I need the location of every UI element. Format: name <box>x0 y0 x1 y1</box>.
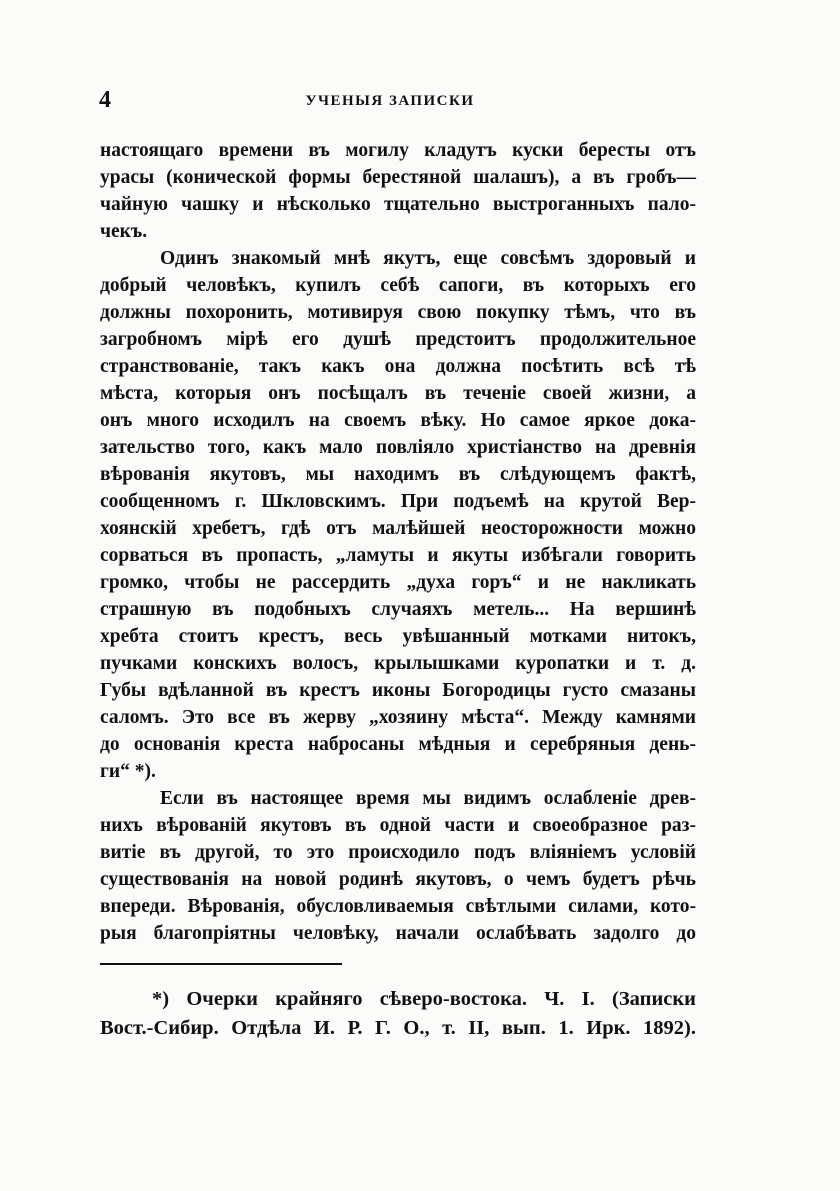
text-line: онъ много исходилъ на своемъ вѣку. Но самое яркое дока- <box>100 410 696 431</box>
text-line: добрый человѣкъ, купилъ себѣ сапоги, въ которыхъ его <box>100 275 696 296</box>
footnote-line: Вост.-Сибир. Отдѣла И. Р. Г. О., т. II, вып. 1. Ирк. 1892). <box>100 1017 696 1039</box>
text-line: ги“ *). <box>100 761 156 782</box>
running-title: УЧЕНЫЯ ЗАПИСКИ <box>305 93 475 109</box>
text-line: настоящаго времени въ могилу кладутъ куски бересты отъ <box>100 140 696 161</box>
text-line: сообщенномъ г. Шкловскимъ. При подъемѣ на крутой Вер- <box>100 491 696 512</box>
text-line: хребта стоитъ крестъ, весь увѣшанный мотками нитокъ, <box>100 626 696 647</box>
text-line: громко, чтобы не рассердить „духа горъ“ и не накликать <box>100 572 696 593</box>
text-line: рыя благопріятны человѣку, начали ослабѣвать задолго до <box>100 923 696 944</box>
footnote-rule <box>100 963 342 965</box>
text-line: Если въ настоящее время мы видимъ ослабленіе древ- <box>160 788 696 809</box>
page-number: 4 <box>99 87 111 113</box>
text-line: сорваться въ пропасть, „ламуты и якуты избѣгали говорить <box>100 545 696 566</box>
text-line: Губы вдѣланной въ крестъ иконы Богородицы густо смазаны <box>100 680 696 701</box>
text-line: саломъ. Это все въ жерву „хозяину мѣста“. Между камнями <box>100 707 696 728</box>
text-line: странствованіе, такъ какъ она должна посѣтить всѣ тѣ <box>100 356 696 377</box>
text-line: вѣрованія якутовъ, мы находимъ въ слѣдующемъ фактѣ, <box>100 464 696 485</box>
text-line: чекъ. <box>100 221 148 242</box>
text-line: урасы (конической формы берестяной шалашъ), а въ гробъ— <box>100 167 696 188</box>
footnote-line: *) Очерки крайняго сѣверо-востока. Ч. I. (Записки <box>152 988 696 1010</box>
text-line: должны похоронить, мотивируя свою покупку тѣмъ, что въ <box>100 302 696 323</box>
text-line: нихъ вѣрованій якутовъ въ одной части и своеобразное раз- <box>100 815 696 836</box>
text-line: витіе въ другой, то это происходило подъ вліяніемъ условій <box>100 842 696 863</box>
text-line: зательство того, какъ мало повліяло христіанство на древнія <box>100 437 696 458</box>
footnote <box>100 985 696 1043</box>
text-line: чайную чашку и нѣсколько тщательно выстроганныхъ пало- <box>100 194 696 215</box>
text-line: впереди. Вѣрованія, обусловливаемыя свѣтлыми силами, кото- <box>100 896 696 917</box>
text-line: до основанія креста набросаны мѣдныя и серебряныя день- <box>100 734 696 755</box>
text-line: мѣста, которыя онъ посѣщалъ въ теченіе своей жизни, а <box>100 383 696 404</box>
text-line: загробномъ мірѣ его душѣ предстоитъ продолжительное <box>100 329 696 350</box>
body-text <box>100 137 696 947</box>
text-line: страшную въ подобныхъ случаяхъ метель... На вершинѣ <box>100 599 696 620</box>
text-line: хоянскій хребетъ, гдѣ отъ малѣйшей неосторожности можно <box>100 518 696 539</box>
text-line: существованія на новой родинѣ якутовъ, о чемъ будетъ рѣчь <box>100 869 696 890</box>
text-line: пучками конскихъ волосъ, крылышками куропатки и т. д. <box>100 653 696 674</box>
text-line: Одинъ знакомый мнѣ якутъ, еще совсѣмъ здоровый и <box>160 248 696 269</box>
